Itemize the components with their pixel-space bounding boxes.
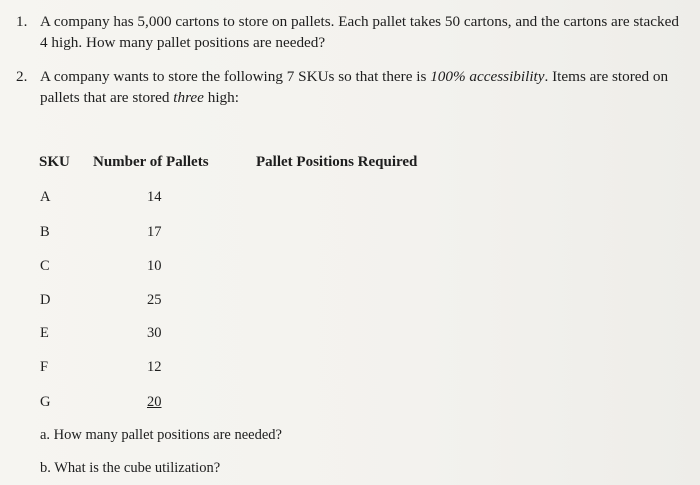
question-2-emphasis-three: three — [173, 89, 204, 106]
sku-cell: B — [40, 224, 50, 240]
question-2-emphasis-accessibility: 100% accessibility — [430, 68, 545, 85]
sku-cell: G — [40, 394, 51, 410]
sku-cell: E — [40, 325, 49, 341]
question-1-number: 1. — [16, 13, 28, 30]
sku-cell: F — [40, 359, 49, 375]
pallets-cell: 12 — [147, 359, 162, 375]
question-2-number: 2. — [16, 68, 28, 85]
question-2-text-part3: high: — [203, 89, 239, 106]
sub-question-b: b. What is the cube utilization? — [40, 460, 221, 476]
pallets-cell: 20 — [147, 394, 162, 410]
header-number-of-pallets: Number of Pallets — [93, 154, 209, 170]
pallets-cell: 14 — [147, 189, 162, 205]
sub-question-a: a. How many pallet positions are needed? — [40, 427, 282, 443]
header-sku: SKU — [39, 154, 70, 170]
pallets-cell: 10 — [147, 258, 162, 274]
sku-cell: D — [40, 292, 51, 308]
question-2-text-part2: . Items are stored on pallets that are stored — [40, 68, 669, 106]
pallets-cell: 25 — [147, 292, 162, 308]
sku-cell: C — [40, 258, 50, 274]
question-2-text-part1: A company wants to store the following 7 SKUs so that there is — [40, 68, 431, 85]
question-1-text: A company has 5,000 cartons to store on pallets. Each pallet takes 50 cartons, and the cartons are stacked 4 high. How many pallet positions are needed? — [40, 13, 679, 51]
pallets-cell: 30 — [147, 325, 162, 341]
question-2-text — [40, 66, 688, 108]
header-pallet-positions-required: Pallet Positions Required — [256, 154, 418, 170]
sku-cell: A — [40, 189, 51, 205]
pallets-cell: 17 — [147, 224, 162, 240]
